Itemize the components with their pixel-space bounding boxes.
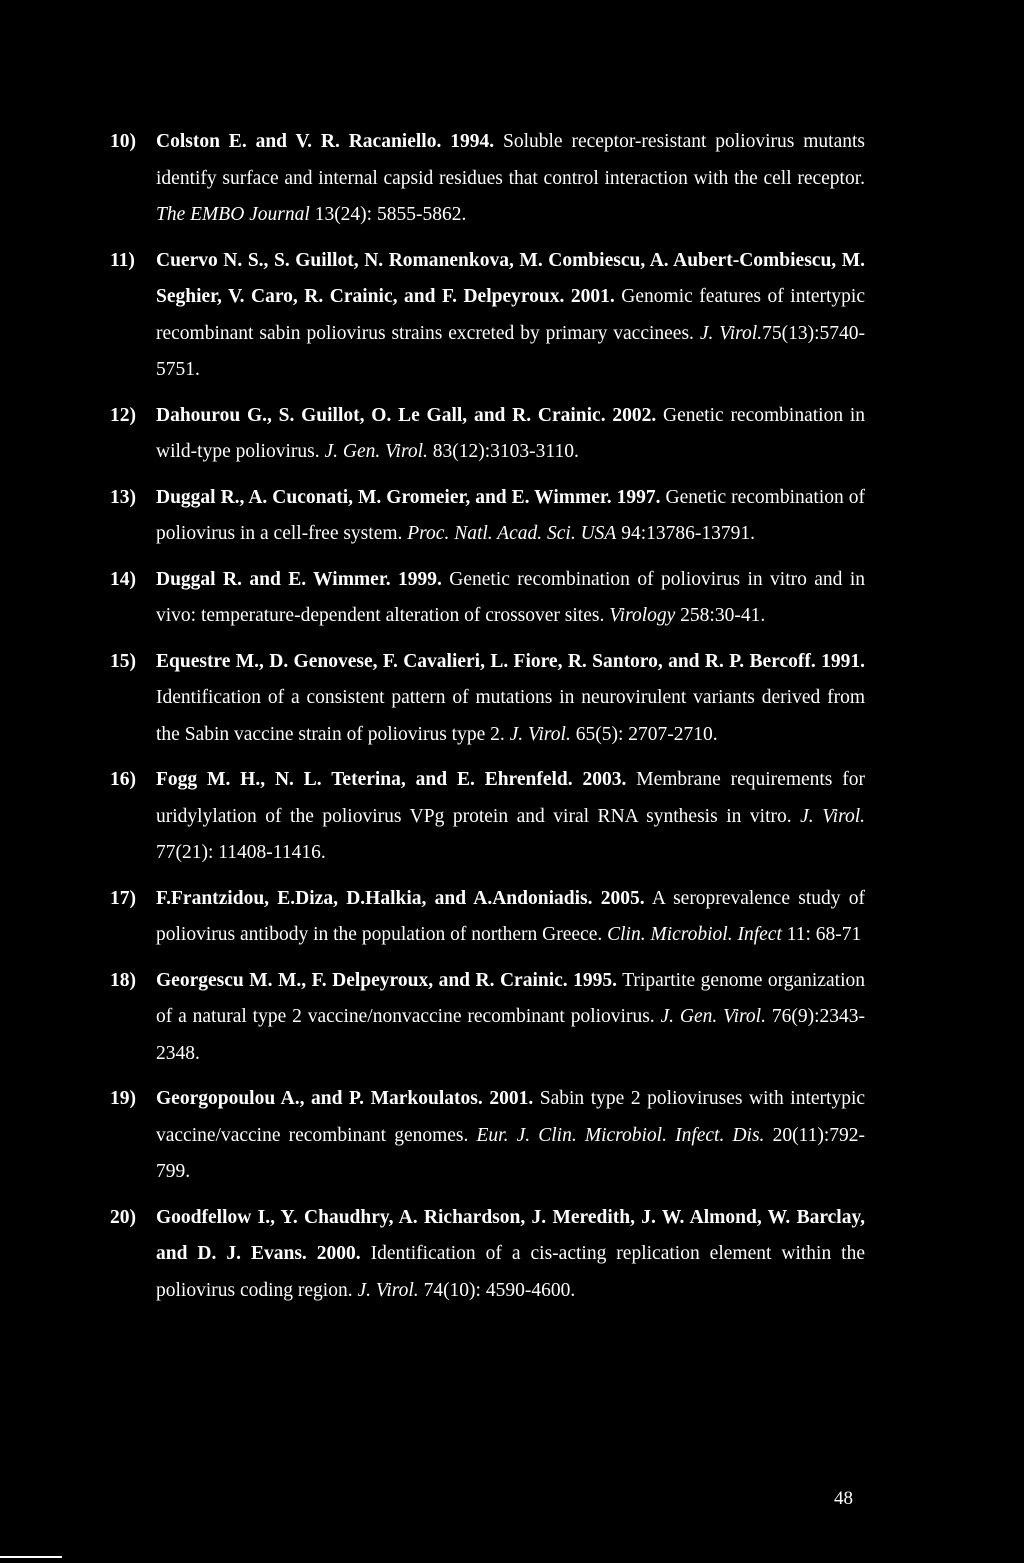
scan-edge-line [0,1556,62,1558]
reference-authors: Duggal R., A. Cuconati, M. Gromeier, and E. Wimmer. [156,486,612,508]
reference-authors: Georgopoulou A., and P. Markoulatos. [156,1088,483,1109]
reference-year: 2001. [570,286,615,307]
reference-year: 2002. [612,404,657,426]
reference-journal: J. Virol. [357,1279,419,1301]
reference-authors: Cuervo N. S., S. Guillot, N. Romanenkova, M. Combiescu, A. Aubert-Combiescu, M. Seghier, V. Caro, R. Crainic, and F. Delpeyroux. [156,249,865,307]
reference-list [110,124,866,1318]
reference-title: Genomic features of intertypic recombinant sabin poliovirus strains excreted by primary vaccinees. [156,286,865,344]
reference-year: 1997. [616,486,661,508]
reference-journal: J. Virol. [699,322,763,344]
reference-title: A seroprevalence study of poliovirus antibody in the population of northern Greece. [156,887,866,945]
reference-item [110,243,865,389]
reference-citation: 74(10): 4590-4600. [423,1279,576,1301]
reference-item [110,1081,866,1191]
reference-journal: J. Gen. Virol. [660,1006,766,1027]
reference-title: Tripartite genome organization of a natural type 2 vaccine/nonvaccine recombinant poliovirus. [156,969,865,1027]
page-number: 48 [834,1488,853,1509]
reference-citation: 94:13786-13791. [621,523,755,544]
reference-number: 20) [110,1206,136,1228]
reference-authors: Duggal R. and E. Wimmer. [156,568,391,590]
reference-citation: 65(5): 2707-2710. [575,723,718,745]
reference-item [110,562,865,635]
reference-number: 13) [110,486,136,508]
reference-citation: 75(13):5740-5751. [156,322,865,380]
reference-item [110,398,866,471]
reference-item [110,881,866,954]
reference-citation: 20(11):792-799. [156,1124,865,1182]
reference-item [110,1200,866,1310]
reference-authors: F.Frantzidou, E.Diza, D.Halkia, and A.Andoniadis. [156,887,593,909]
reference-year: 2000. [316,1243,361,1264]
reference-journal: J. Gen. Virol. [324,441,428,462]
reference-authors: Dahourou G., S. Guillot, O. Le Gall, and R. Crainic. [156,404,606,426]
reference-number: 17) [110,887,136,909]
reference-item [110,644,866,754]
reference-journal: J. Virol. [509,723,571,745]
reference-item [110,124,866,234]
reference-title: Identification of a consistent pattern of mutations in neurovirulent variants derived from the Sabin vaccine strain of poliovirus type 2. [156,687,865,745]
reference-item [110,762,866,872]
reference-year: 2005. [600,887,645,909]
reference-journal: The EMBO Journal [156,204,310,225]
reference-citation: 258:30-41. [680,605,766,626]
reference-year: 2003. [582,769,627,790]
reference-year: 1994. [450,131,495,152]
reference-authors: Goodfellow I., Y. Chaudhry, A. Richardson, J. Meredith, J. W. Almond, W. Barclay, and D. J. Evans. [156,1206,865,1264]
reference-title: Sabin type 2 polioviruses with intertypic vaccine/vaccine recombinant genomes. [156,1088,866,1146]
reference-title: Genetic recombination in wild-type poliovirus. [156,404,866,462]
reference-citation: 83(12):3103-3110. [432,441,579,462]
reference-title: Genetic recombination of poliovirus in vitro and in vivo: temperature-dependent alteration of crossover sites. [156,568,865,626]
reference-year: 2001. [489,1088,534,1109]
reference-authors: Equestre M., D. Genovese, F. Cavalieri, L. Fiore, R. Santoro, and R. P. Bercoff. [156,650,816,672]
reference-year: 1999. [397,568,442,590]
reference-citation: 11: 68-71 [786,924,862,945]
reference-title: Soluble receptor-resistant poliovirus mutants identify surface and internal capsid residues that control interaction with the cell receptor. [156,131,866,189]
reference-number: 19) [110,1088,136,1109]
reference-title: Membrane requirements for uridylylation of the poliovirus VPg protein and viral RNA synthesis in vitro. [156,769,866,827]
reference-citation: 76(9):2343-2348. [156,1006,865,1064]
reference-journal: Proc. Natl. Acad. Sci. USA [407,523,617,544]
reference-number: 11) [110,249,135,271]
reference-journal: Clin. Microbiol. Infect [607,924,782,945]
reference-journal: Virology [609,605,676,626]
reference-journal: Eur. J. Clin. Microbiol. Infect. Dis. [476,1124,765,1146]
reference-year: 1991. [821,650,866,672]
reference-number: 14) [110,568,136,590]
reference-authors: Colston E. and V. R. Racaniello. [156,131,442,152]
reference-title: Genetic recombination of poliovirus in a cell-free system. [156,486,865,544]
reference-title: Identification of a cis-acting replication element within the poliovirus coding region. [156,1243,866,1301]
reference-number: 18) [110,969,136,991]
reference-number: 10) [110,131,136,152]
reference-item [110,963,865,1073]
reference-authors: Fogg M. H., N. L. Teterina, and E. Ehrenfeld. [156,769,573,790]
reference-number: 15) [110,650,136,672]
reference-number: 12) [110,404,136,426]
reference-number: 16) [110,769,136,790]
reference-authors: Georgescu M. M., F. Delpeyroux, and R. Crainic. [156,969,568,991]
reference-year: 1995. [573,969,618,991]
reference-item [110,480,865,553]
reference-citation: 13(24): 5855-5862. [314,204,467,225]
reference-citation: 77(21): 11408-11416. [156,842,326,863]
reference-journal: J. Virol. [800,805,866,827]
